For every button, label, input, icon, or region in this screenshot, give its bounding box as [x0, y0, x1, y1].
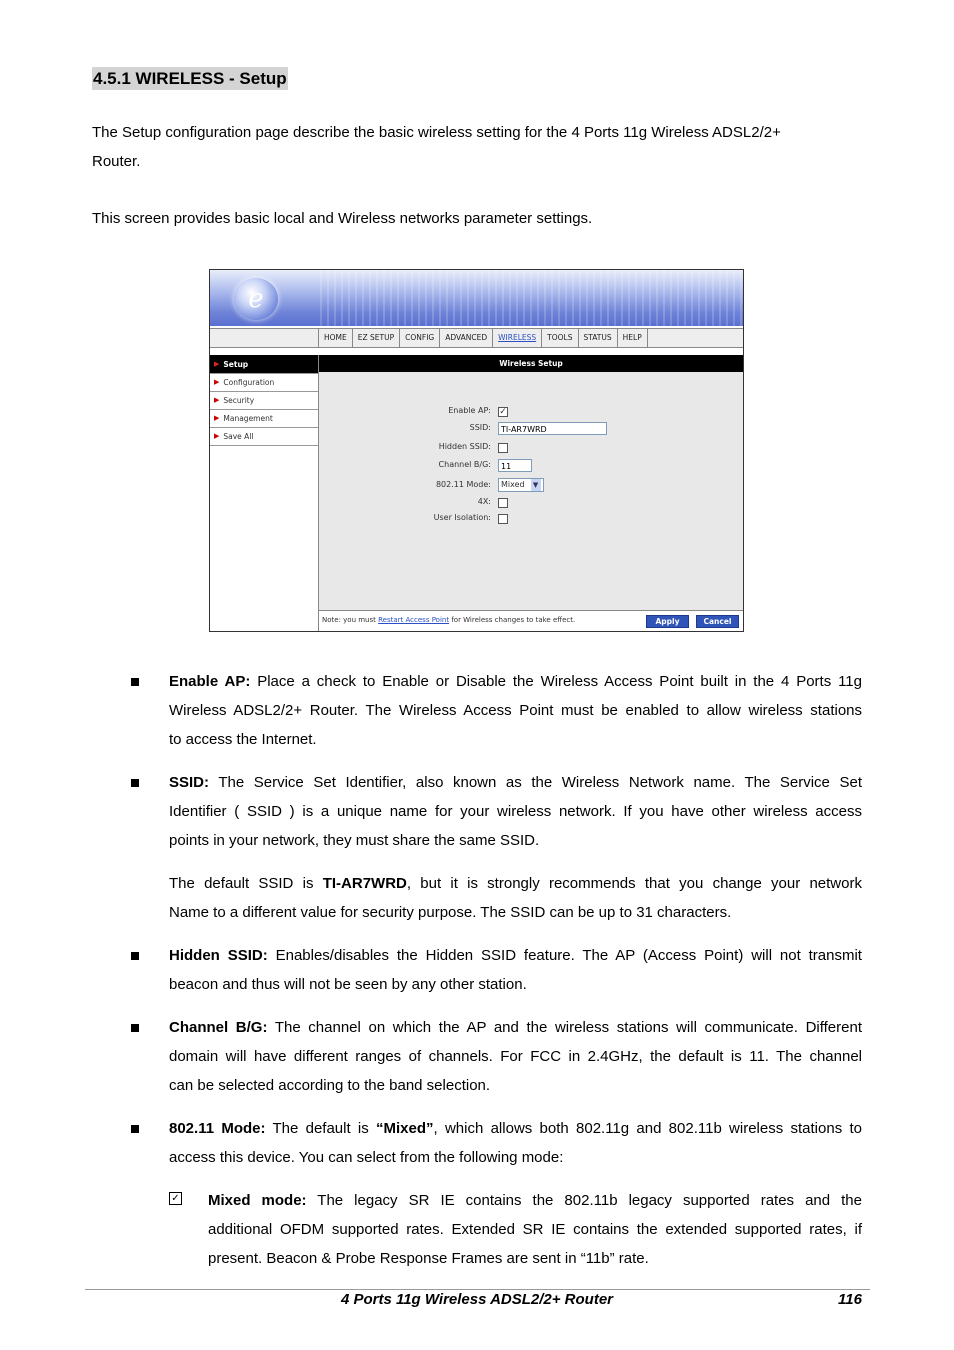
bullet-text: Enables/disables the Hidden SSID feature. The AP (Access Point) will not transmit	[267, 947, 862, 964]
bullet-text: Place a check to Enable or Disable the Wireless Access Point built in the 4 Ports 11g	[250, 673, 862, 690]
hidden-ssid-row	[319, 441, 743, 455]
arrow-right-icon: ▶	[214, 359, 220, 368]
user-isolation-label: User Isolation:	[433, 513, 491, 522]
mode-label: 802.11 Mode:	[435, 480, 491, 489]
router-sidebar	[210, 355, 319, 631]
restart-note	[322, 616, 575, 624]
tab-wireless[interactable]: WIRELESS	[492, 329, 541, 347]
mode-default-value: “Mixed”	[376, 1120, 434, 1137]
bullet-line: can be selected according to the band selection.	[169, 1077, 491, 1094]
bullet-icon	[131, 779, 139, 787]
sidebar-item-label: Management	[223, 414, 273, 423]
bullet-line	[169, 667, 862, 696]
sidebar-item-label: Security	[223, 396, 255, 405]
mode-select[interactable]	[498, 478, 544, 492]
bullet-line	[169, 768, 862, 797]
default-ssid-value: TI-AR7WRD	[322, 875, 407, 892]
intro-paragraph-2: This screen provides basic local and Wireless networks parameter settings.	[92, 210, 593, 227]
footer-title: 4 Ports 11g Wireless ADSL2/2+ Router	[340, 1291, 614, 1308]
tab-config[interactable]: CONFIG	[399, 329, 439, 347]
bullet-channel	[169, 1013, 862, 1100]
logo: e	[234, 278, 278, 320]
bullet-line: to access the Internet.	[169, 731, 317, 748]
tab-home[interactable]: HOME	[318, 329, 352, 347]
sidebar-item-label: Configuration	[223, 378, 275, 387]
panel-title: Wireless Setup	[319, 355, 743, 372]
arrow-right-icon: ▶	[214, 414, 220, 422]
intro-line-1: The Setup configuration page describe the basic wireless setting for the 4 Ports 11g Wireless ADSL2/2+	[92, 124, 781, 141]
router-navbar	[210, 328, 743, 348]
bullet-term: SSID:	[169, 774, 210, 791]
bullet-term: Mixed mode:	[208, 1192, 307, 1209]
bullet-line: points in your network, they must share the same SSID.	[169, 832, 540, 849]
checkbox-checked-icon: ✓	[169, 1192, 182, 1205]
fourx-checkbox[interactable]	[498, 498, 508, 508]
panel-footer	[319, 610, 743, 632]
tab-advanced[interactable]: ADVANCED	[439, 329, 492, 347]
bullet-line: beacon and thus will not be seen by any other station.	[169, 976, 527, 993]
bullet-term: Hidden SSID:	[169, 947, 268, 964]
footer-divider	[85, 1289, 870, 1290]
bullet-ssid	[169, 768, 862, 855]
user-isolation-checkbox[interactable]	[498, 514, 508, 524]
bullet-term: Channel B/G:	[169, 1019, 268, 1036]
bullet-text: The legacy SR IE contains the 802.11b legacy supported rates and the	[306, 1192, 862, 1209]
bullet-icon	[131, 952, 139, 960]
channel-label: Channel B/G:	[438, 460, 491, 469]
tab-status[interactable]: STATUS	[578, 329, 617, 347]
router-screenshot	[209, 269, 744, 632]
bullet-line: Name to a different value for security purpose. The SSID can be up to 31 characters.	[169, 904, 732, 921]
bullet-line: Wireless ADSL2/2+ Router. The Wireless Access Point must be enabled to allow wireless stations	[169, 702, 862, 719]
bullet-text: , but it is strongly recommends that you change your network	[406, 875, 862, 892]
hidden-ssid-checkbox[interactable]	[498, 443, 508, 453]
bullet-line	[169, 869, 862, 898]
bullet-line	[169, 941, 862, 970]
bullet-icon	[131, 1024, 139, 1032]
chevron-down-icon: ▼	[531, 479, 541, 491]
arrow-right-icon: ▶	[214, 432, 220, 440]
cancel-button[interactable]: Cancel	[696, 615, 739, 628]
bullet-line: additional OFDM supported rates. Extended SR IE contains the extended supported rates, if	[208, 1221, 862, 1238]
ssid-default-paragraph	[169, 869, 862, 927]
user-isolation-row	[319, 512, 743, 526]
bullet-line: Identifier ( SSID ) is a unique name for your wireless network. If you have other wireless access	[169, 803, 862, 820]
sidebar-item-security[interactable]	[210, 392, 318, 410]
ssid-input[interactable]: TI-AR7WRD	[498, 422, 607, 435]
apply-button[interactable]: Apply	[646, 615, 689, 628]
bullet-text: The default is	[265, 1120, 377, 1137]
bullet-hidden-ssid	[169, 941, 862, 999]
bullet-term: Enable AP:	[169, 673, 251, 690]
tab-tools[interactable]: TOOLS	[541, 329, 577, 347]
fourx-row	[319, 496, 743, 510]
ssid-row	[319, 422, 743, 436]
wireless-setup-panel	[319, 355, 743, 631]
router-banner	[210, 270, 743, 326]
bullet-text: The channel on which the AP and the wireless stations will communicate. Different	[267, 1019, 862, 1036]
channel-row	[319, 459, 743, 473]
bullet-line: domain will have different ranges of channels. For FCC in 2.4GHz, the default is 11. The channel	[169, 1048, 862, 1065]
sidebar-item-label: Save All	[223, 432, 254, 441]
channel-input[interactable]: 11	[498, 459, 532, 472]
bullet-enable-ap	[169, 667, 862, 754]
restart-access-point-link[interactable]: Restart Access Point	[378, 616, 450, 624]
enable-ap-checkbox[interactable]: ✓	[499, 407, 507, 417]
section-heading: 4.5.1 WIRELESS - Setup	[93, 69, 287, 88]
fourx-label: 4X:	[477, 497, 491, 506]
sidebar-item-management[interactable]	[210, 410, 318, 428]
bullet-line: present. Beacon & Probe Response Frames are sent in “11b” rate.	[208, 1250, 649, 1267]
bullet-icon	[131, 678, 139, 686]
sidebar-item-save-all[interactable]	[210, 428, 318, 446]
sidebar-item-setup[interactable]	[210, 355, 318, 374]
page-number: 116	[838, 1291, 862, 1308]
note-suffix: for Wireless changes to take effect.	[449, 616, 576, 624]
enable-ap-label: Enable AP:	[448, 406, 491, 415]
bullet-line	[208, 1186, 862, 1215]
arrow-right-icon: ▶	[214, 378, 220, 386]
arrow-right-icon: ▶	[214, 396, 220, 404]
tab-help[interactable]: HELP	[617, 329, 648, 347]
bullet-line	[169, 1013, 862, 1042]
sidebar-item-label: Setup	[223, 359, 249, 369]
banner-decoration	[320, 270, 743, 326]
bullet-icon	[131, 1125, 139, 1133]
bullet-line	[169, 1114, 862, 1143]
ssid-label: SSID:	[469, 423, 491, 432]
mode-row	[319, 478, 743, 492]
mode-select-value: Mixed	[501, 480, 525, 489]
sidebar-item-configuration[interactable]	[210, 374, 318, 392]
tab-ez-setup[interactable]: EZ SETUP	[352, 329, 399, 347]
bullet-text: , which allows both 802.11g and 802.11b wireless stations to	[433, 1120, 862, 1137]
bullet-text: The Service Set Identifier, also known as the Wireless Network name. The Service Set	[209, 774, 862, 791]
note-prefix: Note: you must	[322, 616, 379, 624]
bullet-line: access this device. You can select from the following mode:	[169, 1149, 564, 1166]
intro-line-2: Router.	[92, 153, 141, 170]
sub-bullet-mixed-mode	[208, 1186, 862, 1273]
intro-paragraph	[92, 118, 862, 176]
enable-ap-row	[319, 405, 743, 419]
bullet-text: The default SSID is	[169, 875, 323, 892]
bullet-mode	[169, 1114, 862, 1172]
bullet-term: 802.11 Mode:	[169, 1120, 266, 1137]
hidden-ssid-label: Hidden SSID:	[438, 442, 491, 451]
